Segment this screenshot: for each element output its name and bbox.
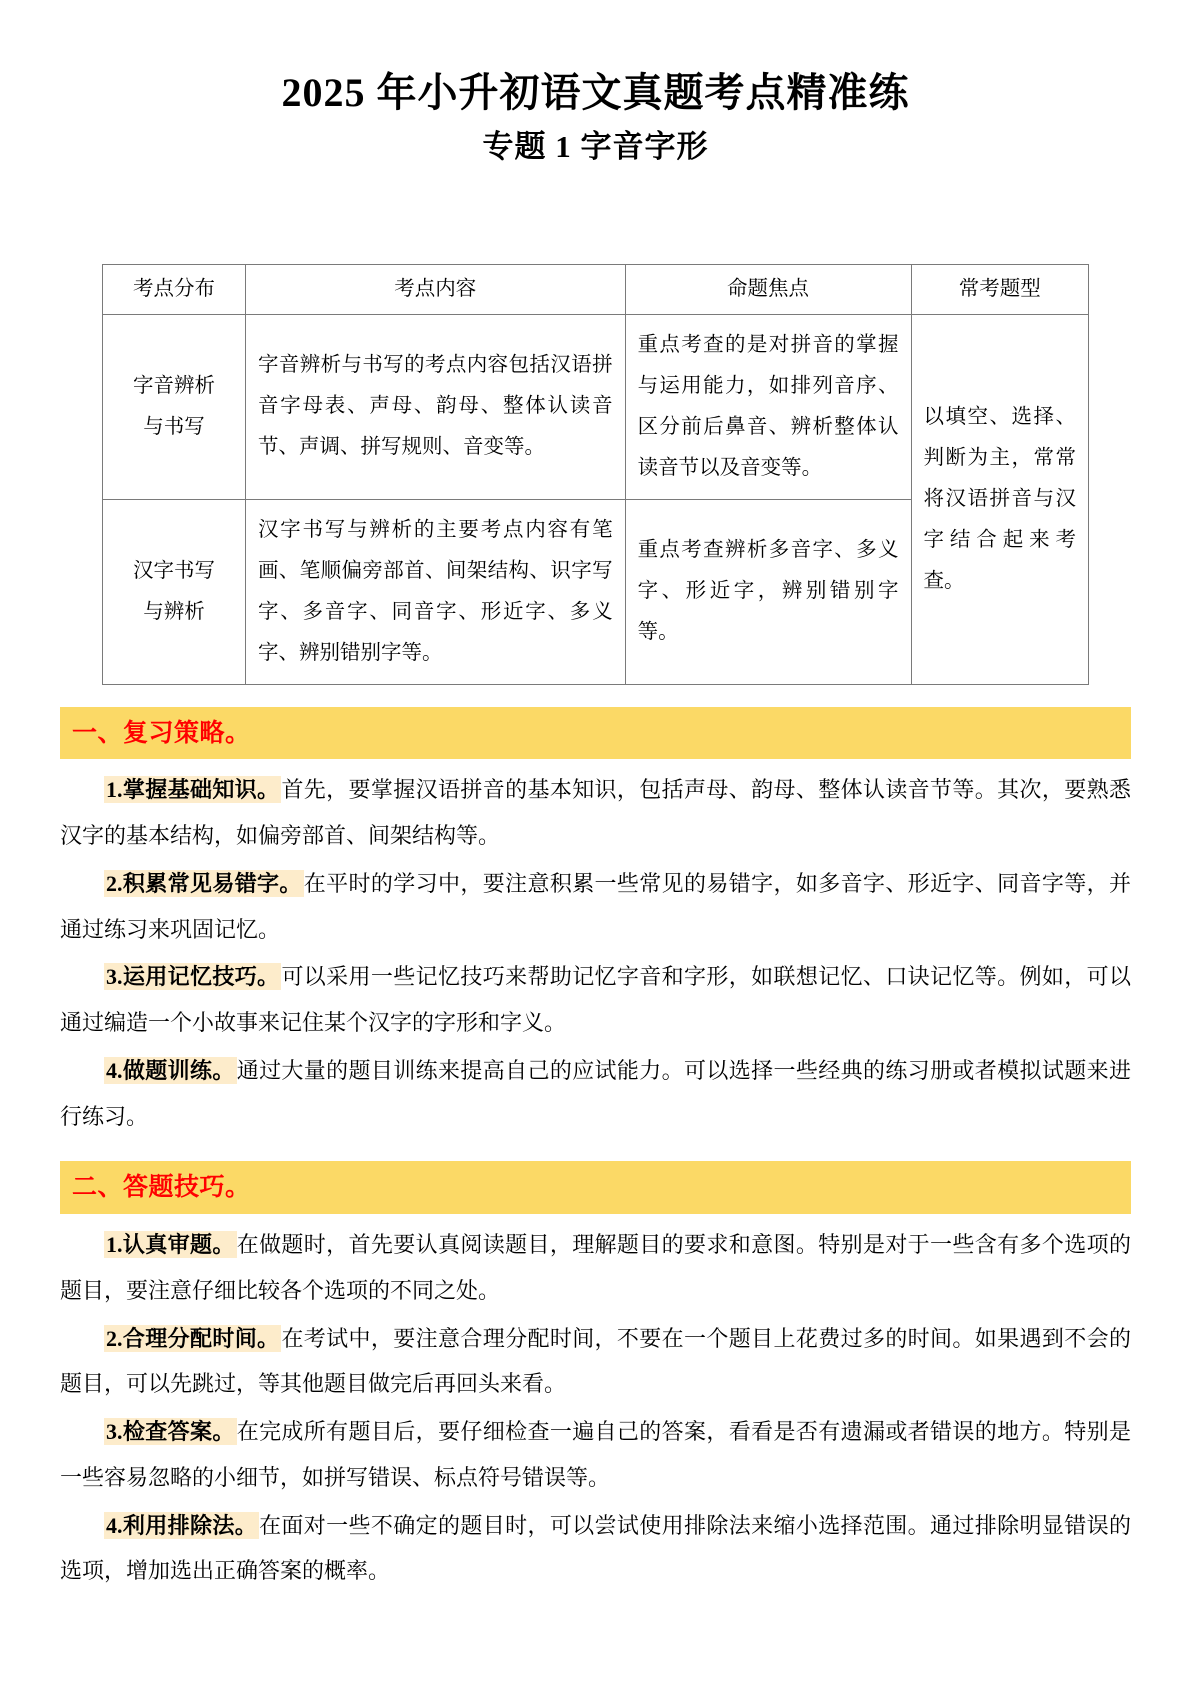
list-item-lead: 4.利用排除法。 <box>106 1512 258 1538</box>
cell-distribution-1: 字音辨析 与书写 <box>103 314 246 499</box>
section-body-answer-techniques <box>60 1222 1131 1594</box>
exam-points-table <box>102 264 1089 685</box>
cell-content-2: 汉字书写与辨析的主要考点内容有笔画、笔顺偏旁部首、间架结构、识字写字、多音字、同音字、形近字、多义字、辨别错别字等。 <box>245 499 625 684</box>
cell-content-1: 字音辨析与书写的考点内容包括汉语拼音字母表、声母、韵母、整体认读音节、声调、拼写规则、音变等。 <box>245 314 625 499</box>
list-item-lead: 3.检查答案。 <box>106 1419 235 1445</box>
section-heading-review-strategy: 一、复习策略。 <box>60 707 1131 760</box>
list-item-lead: 1.认真审题。 <box>106 1232 235 1258</box>
page-title: 2025 年小升初语文真题考点精准练 <box>281 70 910 115</box>
list-item-lead: 3.运用记忆技巧。 <box>106 964 280 990</box>
list-item <box>60 1316 1131 1408</box>
page-subtitle: 专题 1 字音字形 <box>482 129 709 164</box>
cell-distribution-2: 汉字书写 与辨析 <box>103 499 246 684</box>
list-item-lead: 2.积累常见易错字。 <box>106 870 302 896</box>
list-item <box>60 767 1131 859</box>
table-header-row <box>103 264 1089 314</box>
list-item <box>60 1048 1131 1140</box>
list-item <box>60 1503 1131 1595</box>
list-item-body: 首先，要掌握汉语拼音的基本知识，包括声母、韵母、整体认读音节等。其次，要熟悉汉字的基本结构，如偏旁部首、间架结构等。 <box>60 777 1131 849</box>
list-item-body: 在平时的学习中，要注意积累一些常见的易错字，如多音字、形近字、同音字等，并通过练习来巩固记忆。 <box>60 870 1131 942</box>
cell-question-types: 以填空、选择、判断为主，常常将汉语拼音与汉字结合起来考查。 <box>911 314 1088 684</box>
list-item <box>60 1222 1131 1314</box>
exam-points-table-wrapper <box>102 264 1089 685</box>
cell-focus-2: 重点考查辨析多音字、多义字、形近字，辨别错别字等。 <box>625 499 911 684</box>
list-item-body: 通过大量的题目训练来提高自己的应试能力。可以选择一些经典的练习册或者模拟试题来进行练习。 <box>60 1057 1131 1129</box>
section-heading-answer-techniques: 二、答题技巧。 <box>60 1161 1131 1214</box>
table-header-content: 考点内容 <box>245 264 625 314</box>
cell-focus-1: 重点考查的是对拼音的掌握与运用能力，如排列音序、区分前后鼻音、辨析整体认读音节以及音变等。 <box>625 314 911 499</box>
list-item-lead: 4.做题训练。 <box>106 1057 235 1083</box>
list-item-body: 在考试中，要注意合理分配时间，不要在一个题目上花费过多的时间。如果遇到不会的题目，可以先跳过，等其他题目做完后再回头来看。 <box>60 1325 1131 1397</box>
list-item-lead: 2.合理分配时间。 <box>106 1325 280 1351</box>
table-header-question-types: 常考题型 <box>911 264 1088 314</box>
table-row <box>103 314 1089 499</box>
table-header-distribution: 考点分布 <box>103 264 246 314</box>
list-item <box>60 954 1131 1046</box>
list-item-body: 在做题时，首先要认真阅读题目，理解题目的要求和意图。特别是对于一些含有多个选项的题目，要注意仔细比较各个选项的不同之处。 <box>60 1232 1131 1303</box>
list-item-body: 在完成所有题目后，要仔细检查一遍自己的答案，看看是否有遗漏或者错误的地方。特别是一些容易忽略的小细节，如拼写错误、标点符号错误等。 <box>60 1419 1131 1490</box>
list-item-body: 在面对一些不确定的题目时，可以尝试使用排除法来缩小选择范围。通过排除明显错误的选项，增加选出正确答案的概率。 <box>60 1512 1131 1584</box>
list-item-lead: 1.掌握基础知识。 <box>106 777 280 803</box>
list-item <box>60 1409 1131 1501</box>
list-item-body: 可以采用一些记忆技巧来帮助记忆字音和字形，如联想记忆、口诀记忆等。例如，可以通过编造一个小故事来记住某个汉字的字形和字义。 <box>60 964 1131 1036</box>
list-item <box>60 861 1131 953</box>
table-header-focus: 命题焦点 <box>625 264 911 314</box>
section-body-review-strategy <box>60 767 1131 1139</box>
